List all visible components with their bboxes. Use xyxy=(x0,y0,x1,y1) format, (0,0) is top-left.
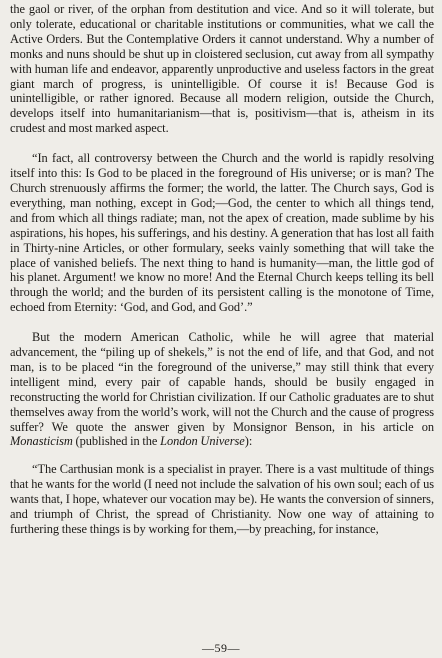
page-number: —59— xyxy=(202,641,240,655)
paragraph-active-orders xyxy=(10,2,434,136)
paragraph-3-text-3: ): xyxy=(244,434,253,449)
publication-title: London Universe xyxy=(160,434,245,449)
paragraph-1-text: the gaol or river, of the orphan from destitution and vice. And so it will tolerate, but only tolerate, educational or charitable institutions or communities, what we call the Active Orders. But the Contemplative Orders it cannot understand. Why a number of monks and nuns should be shut up in cloistered seclusion, cut away from all sympathy with human life and endeavor, apparently unproductive and useless factors in the great giant march of progress, is unintelligible. Of course it is! Because God is unintelligible, or rather ignored. Because all modern religion, outside the Church, develops itself into humanitarianism—that is, positivism—that is, atheism in its crudest and most marked aspect. xyxy=(10,2,434,136)
paragraph-3-text: But the modern American Catholic, while he will agree that material advancement, the “piling up of shekels,” is not the end of life, and that God, and not man, is to be placed “in the foreground of the universe,” may still think that every intelligent mind, every pair of capable hands, should be busily engaged in reconstructing the world for Christian civilization. If our Catholic graduates are to shut themselves away from the world’s work, will not the Church and the cause of progress suffer? We quote the answer given by Monsignor Benson, in his article on xyxy=(10,330,434,434)
paragraph-3-text-2: (published in the xyxy=(72,434,161,449)
article-title-monasticism: Monasticism xyxy=(10,434,73,449)
paragraph-4-text: “The Carthusian monk is a specialist in prayer. There is a vast multitude of things that he wants for the world (I need not include the salvation of his own soul; each of us wants that, I hope, whatever our vocation may be). He wants the conversion of sinners, and triumph of Christ, the spread of Christianity. Now one way of attaining to furthering these things is by working for them,—by preaching, for instance, xyxy=(10,462,434,536)
paragraph-controversy-quote xyxy=(10,151,434,315)
paragraph-american-catholic xyxy=(10,330,434,449)
paragraph-2-text: “In fact, all controversy between the Church and the world is rapidly resolving itself into this: Is God to be placed in the foreground of His universe; or is man? The Church strenuously affirms the former; the world, the latter. The Church says, God is everything, man nothing, except in God;—God, the center to which all things tend, and from which all things radiate; man, not the apex of creation, made sublime by his aspirations, his hopes, his sufferings, and his destiny. A generation that has lost all faith in Thirty-nine Articles, or other formulary, seeks vainly something that will take the place of vanished beliefs. The next thing to hand is humanity—man, the little god of his planet. Argument! we know no more! And the Eternal Church keeps telling its bell through the world; and the burden of its persistent calling is the monotone of Time, echoed from Eternity: ‘God, and God, and God’.” xyxy=(10,151,434,315)
paragraph-carthusian-quote xyxy=(10,462,434,537)
